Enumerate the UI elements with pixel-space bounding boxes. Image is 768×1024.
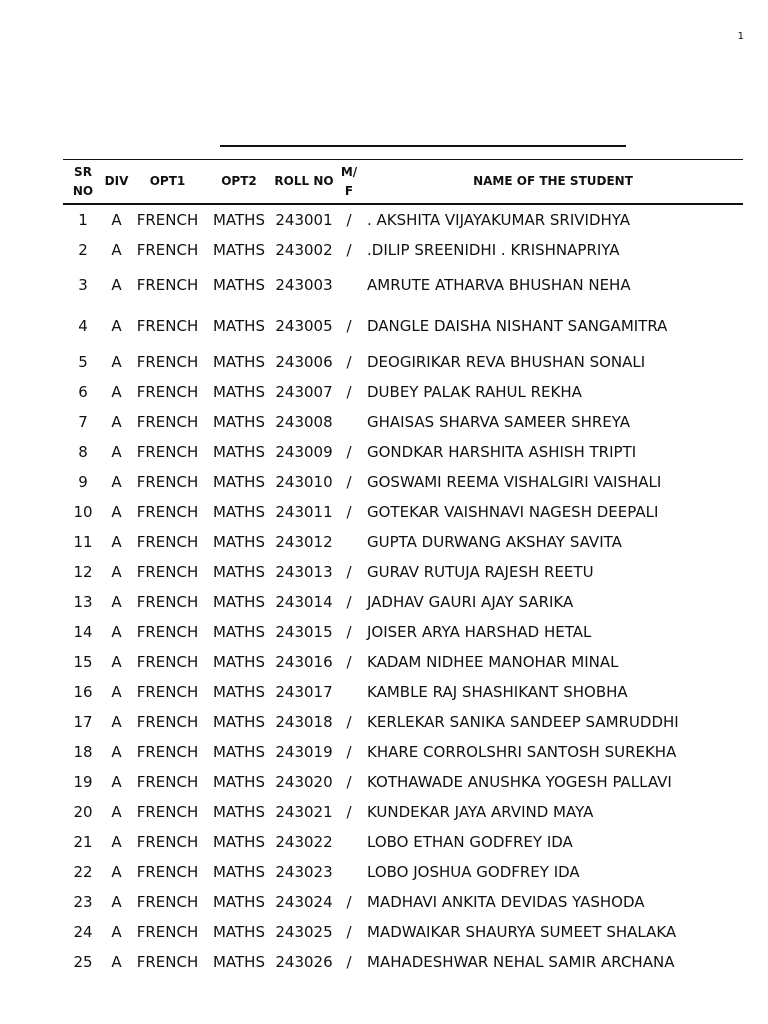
cell-mf: / — [346, 773, 352, 791]
cell-sr-no: 22 — [73, 863, 93, 881]
cell-student-name: GOTEKAR VAISHNAVI NAGESH DEEPALI — [367, 503, 659, 521]
cell-mf: / — [346, 623, 352, 641]
cell-student-name: GUPTA DURWANG AKSHAY SAVITA — [367, 533, 622, 551]
cell-mf: / — [346, 893, 352, 911]
cell-opt2: MATHS — [212, 413, 265, 431]
cell-opt1: FRENCH — [136, 623, 199, 641]
cell-opt2: MATHS — [212, 833, 265, 851]
cell-roll-no: 243017 — [275, 683, 333, 701]
cell-roll-no: 243018 — [275, 713, 333, 731]
table-row — [63, 677, 743, 707]
cell-mf: / — [346, 803, 352, 821]
cell-opt1: FRENCH — [136, 211, 199, 229]
cell-sr-no: 6 — [78, 383, 88, 401]
cell-mf — [335, 857, 363, 887]
cell-student-name: KHARE CORROLSHRI SANTOSH SUREKHA — [367, 743, 677, 761]
cell-div: A — [111, 833, 122, 851]
table-body — [63, 204, 743, 977]
cell-roll-no: 243021 — [275, 803, 333, 821]
cell-opt2: MATHS — [212, 473, 265, 491]
cell-div: A — [111, 863, 122, 881]
cell-mf: / — [346, 241, 352, 259]
cell-mf: / — [346, 317, 352, 335]
cell-opt1: FRENCH — [136, 317, 199, 335]
cell-opt1: FRENCH — [136, 503, 199, 521]
cell-mf — [335, 265, 363, 305]
cell-roll-no: 243022 — [275, 833, 333, 851]
cell-opt2: MATHS — [212, 317, 265, 335]
cell-mf: / — [346, 593, 352, 611]
cell-roll-no: 243019 — [275, 743, 333, 761]
table-row — [63, 917, 743, 947]
cell-roll-no: 243011 — [275, 503, 333, 521]
header-mf-line2: F — [344, 183, 354, 198]
header-mf-line1: M/ — [340, 164, 358, 179]
cell-sr-no: 18 — [73, 743, 93, 761]
cell-div: A — [111, 353, 122, 371]
cell-opt1: FRENCH — [136, 563, 199, 581]
cell-opt2: MATHS — [212, 533, 265, 551]
cell-student-name: DUBEY PALAK RAHUL REKHA — [367, 383, 582, 401]
cell-opt1: FRENCH — [136, 473, 199, 491]
header-opt2: OPT2 — [205, 160, 273, 205]
header-name: NAME OF THE STUDENT — [363, 160, 743, 205]
table-row — [63, 707, 743, 737]
cell-sr-no: 1 — [78, 211, 88, 229]
cell-opt2: MATHS — [212, 623, 265, 641]
cell-sr-no: 2 — [78, 241, 88, 259]
header-div: DIV — [103, 160, 130, 205]
cell-div: A — [111, 317, 122, 335]
cell-sr-no: 3 — [78, 276, 88, 294]
cell-sr-no: 25 — [73, 953, 93, 971]
cell-opt1: FRENCH — [136, 593, 199, 611]
cell-opt1: FRENCH — [136, 241, 199, 259]
cell-roll-no: 243023 — [275, 863, 333, 881]
cell-div: A — [111, 563, 122, 581]
cell-sr-no: 16 — [73, 683, 93, 701]
table-row — [63, 407, 743, 437]
table-row — [63, 737, 743, 767]
cell-div: A — [111, 276, 122, 294]
cell-div: A — [111, 383, 122, 401]
cell-student-name: KOTHAWADE ANUSHKA YOGESH PALLAVI — [367, 773, 672, 791]
table-row — [63, 377, 743, 407]
cell-opt1: FRENCH — [136, 383, 199, 401]
cell-opt2: MATHS — [212, 803, 265, 821]
table-row — [63, 467, 743, 497]
cell-mf: / — [346, 383, 352, 401]
table-row — [63, 587, 743, 617]
cell-opt2: MATHS — [212, 743, 265, 761]
cell-sr-no: 20 — [73, 803, 93, 821]
cell-student-name: MAHADESHWAR NEHAL SAMIR ARCHANA — [367, 953, 675, 971]
student-roster-table — [63, 159, 743, 977]
title-underline — [220, 145, 626, 147]
cell-opt2: MATHS — [212, 653, 265, 671]
page-number: 1 — [737, 31, 744, 42]
cell-div: A — [111, 683, 122, 701]
cell-mf: / — [346, 653, 352, 671]
cell-opt1: FRENCH — [136, 953, 199, 971]
table-row — [63, 347, 743, 377]
cell-student-name: . AKSHITA VIJAYAKUMAR SRIVIDHYA — [367, 211, 631, 229]
cell-opt2: MATHS — [212, 593, 265, 611]
table-row — [63, 617, 743, 647]
cell-opt2: MATHS — [212, 923, 265, 941]
cell-sr-no: 14 — [73, 623, 93, 641]
cell-student-name: KADAM NIDHEE MANOHAR MINAL — [367, 653, 619, 671]
header-opt1: OPT1 — [130, 160, 205, 205]
cell-div: A — [111, 443, 122, 461]
cell-opt2: MATHS — [212, 276, 265, 294]
cell-opt1: FRENCH — [136, 893, 199, 911]
cell-mf: / — [346, 743, 352, 761]
header-roll-no: ROLL NO — [273, 160, 335, 205]
table-row — [63, 797, 743, 827]
table-row — [63, 235, 743, 265]
cell-student-name: DANGLE DAISHA NISHANT SANGAMITRA — [367, 317, 668, 335]
cell-mf: / — [346, 953, 352, 971]
cell-div: A — [111, 773, 122, 791]
cell-roll-no: 243014 — [275, 593, 333, 611]
cell-sr-no: 12 — [73, 563, 93, 581]
cell-student-name: GOSWAMI REEMA VISHALGIRI VAISHALI — [367, 473, 662, 491]
cell-student-name: DEOGIRIKAR REVA BHUSHAN SONALI — [367, 353, 646, 371]
cell-opt2: MATHS — [212, 503, 265, 521]
cell-roll-no: 243006 — [275, 353, 333, 371]
table-row — [63, 647, 743, 677]
cell-roll-no: 243015 — [275, 623, 333, 641]
cell-mf — [335, 827, 363, 857]
cell-roll-no: 243009 — [275, 443, 333, 461]
cell-roll-no: 243016 — [275, 653, 333, 671]
cell-opt2: MATHS — [212, 383, 265, 401]
cell-sr-no: 11 — [73, 533, 93, 551]
cell-roll-no: 243013 — [275, 563, 333, 581]
table-row — [63, 557, 743, 587]
cell-roll-no: 243026 — [275, 953, 333, 971]
cell-opt2: MATHS — [212, 563, 265, 581]
header-sr-no-line2: NO — [72, 183, 94, 198]
cell-mf: / — [346, 353, 352, 371]
header-sr-no — [63, 160, 103, 205]
cell-div: A — [111, 803, 122, 821]
cell-div: A — [111, 473, 122, 491]
cell-opt1: FRENCH — [136, 743, 199, 761]
cell-roll-no: 243020 — [275, 773, 333, 791]
cell-roll-no: 243024 — [275, 893, 333, 911]
table-row — [63, 767, 743, 797]
cell-sr-no: 8 — [78, 443, 88, 461]
cell-student-name: JADHAV GAURI AJAY SARIKA — [367, 593, 574, 611]
cell-opt1: FRENCH — [136, 923, 199, 941]
cell-student-name: KERLEKAR SANIKA SANDEEP SAMRUDDHI — [367, 713, 679, 731]
cell-roll-no: 243007 — [275, 383, 333, 401]
cell-sr-no: 21 — [73, 833, 93, 851]
cell-student-name: GURAV RUTUJA RAJESH REETU — [367, 563, 594, 581]
cell-student-name: GHAISAS SHARVA SAMEER SHREYA — [367, 413, 631, 431]
cell-student-name: .DILIP SREENIDHI . KRISHNAPRIYA — [367, 241, 620, 259]
table-row — [63, 265, 743, 305]
cell-sr-no: 13 — [73, 593, 93, 611]
cell-opt1: FRENCH — [136, 413, 199, 431]
cell-mf: / — [346, 923, 352, 941]
cell-student-name: LOBO JOSHUA GODFREY IDA — [367, 863, 580, 881]
cell-student-name: JOISER ARYA HARSHAD HETAL — [367, 623, 592, 641]
cell-roll-no: 243012 — [275, 533, 333, 551]
cell-opt1: FRENCH — [136, 833, 199, 851]
cell-roll-no: 243002 — [275, 241, 333, 259]
cell-div: A — [111, 623, 122, 641]
cell-div: A — [111, 211, 122, 229]
cell-mf: / — [346, 563, 352, 581]
table-row — [63, 527, 743, 557]
header-sr-no-line1: SR — [74, 164, 92, 179]
cell-opt2: MATHS — [212, 863, 265, 881]
cell-sr-no: 9 — [78, 473, 88, 491]
cell-mf: / — [346, 713, 352, 731]
cell-div: A — [111, 923, 122, 941]
table-row — [63, 305, 743, 347]
table-row — [63, 437, 743, 467]
cell-sr-no: 24 — [73, 923, 93, 941]
cell-sr-no: 19 — [73, 773, 93, 791]
cell-mf — [335, 527, 363, 557]
cell-opt1: FRENCH — [136, 653, 199, 671]
cell-opt1: FRENCH — [136, 713, 199, 731]
cell-div: A — [111, 713, 122, 731]
cell-div: A — [111, 653, 122, 671]
cell-opt2: MATHS — [212, 683, 265, 701]
cell-opt1: FRENCH — [136, 533, 199, 551]
cell-div: A — [111, 533, 122, 551]
cell-sr-no: 17 — [73, 713, 93, 731]
table-row — [63, 497, 743, 527]
table-row — [63, 204, 743, 235]
cell-div: A — [111, 743, 122, 761]
cell-opt1: FRENCH — [136, 863, 199, 881]
cell-div: A — [111, 893, 122, 911]
cell-mf: / — [346, 473, 352, 491]
cell-opt2: MATHS — [212, 713, 265, 731]
cell-roll-no: 243025 — [275, 923, 333, 941]
cell-sr-no: 5 — [78, 353, 88, 371]
cell-div: A — [111, 503, 122, 521]
cell-sr-no: 15 — [73, 653, 93, 671]
cell-roll-no: 243003 — [275, 276, 333, 294]
cell-mf: / — [346, 443, 352, 461]
cell-student-name: AMRUTE ATHARVA BHUSHAN NEHA — [367, 276, 631, 294]
cell-opt2: MATHS — [212, 773, 265, 791]
cell-opt1: FRENCH — [136, 683, 199, 701]
table-row — [63, 857, 743, 887]
cell-opt1: FRENCH — [136, 443, 199, 461]
cell-student-name: MADHAVI ANKITA DEVIDAS YASHODA — [367, 893, 645, 911]
cell-student-name: GONDKAR HARSHITA ASHISH TRIPTI — [367, 443, 637, 461]
cell-opt1: FRENCH — [136, 803, 199, 821]
header-mf — [335, 160, 363, 205]
cell-opt1: FRENCH — [136, 773, 199, 791]
cell-opt2: MATHS — [212, 353, 265, 371]
cell-mf: / — [346, 211, 352, 229]
cell-mf — [335, 677, 363, 707]
cell-mf: / — [346, 503, 352, 521]
cell-div: A — [111, 241, 122, 259]
cell-student-name: MADWAIKAR SHAURYA SUMEET SHALAKA — [367, 923, 677, 941]
table-header-row — [63, 160, 743, 205]
cell-mf — [335, 407, 363, 437]
cell-student-name: KAMBLE RAJ SHASHIKANT SHOBHA — [367, 683, 628, 701]
cell-opt2: MATHS — [212, 211, 265, 229]
cell-opt1: FRENCH — [136, 353, 199, 371]
cell-sr-no: 10 — [73, 503, 93, 521]
cell-opt2: MATHS — [212, 893, 265, 911]
cell-opt2: MATHS — [212, 443, 265, 461]
table-row — [63, 947, 743, 977]
cell-opt2: MATHS — [212, 953, 265, 971]
cell-div: A — [111, 953, 122, 971]
cell-roll-no: 243005 — [275, 317, 333, 335]
table-row — [63, 887, 743, 917]
table-row — [63, 827, 743, 857]
cell-roll-no: 243008 — [275, 413, 333, 431]
cell-sr-no: 4 — [78, 317, 88, 335]
cell-opt2: MATHS — [212, 241, 265, 259]
cell-div: A — [111, 413, 122, 431]
cell-roll-no: 243001 — [275, 211, 333, 229]
cell-sr-no: 7 — [78, 413, 88, 431]
cell-student-name: KUNDEKAR JAYA ARVIND MAYA — [367, 803, 594, 821]
cell-roll-no: 243010 — [275, 473, 333, 491]
cell-student-name: LOBO ETHAN GODFREY IDA — [367, 833, 573, 851]
cell-div: A — [111, 593, 122, 611]
cell-opt1: FRENCH — [136, 276, 199, 294]
cell-sr-no: 23 — [73, 893, 93, 911]
